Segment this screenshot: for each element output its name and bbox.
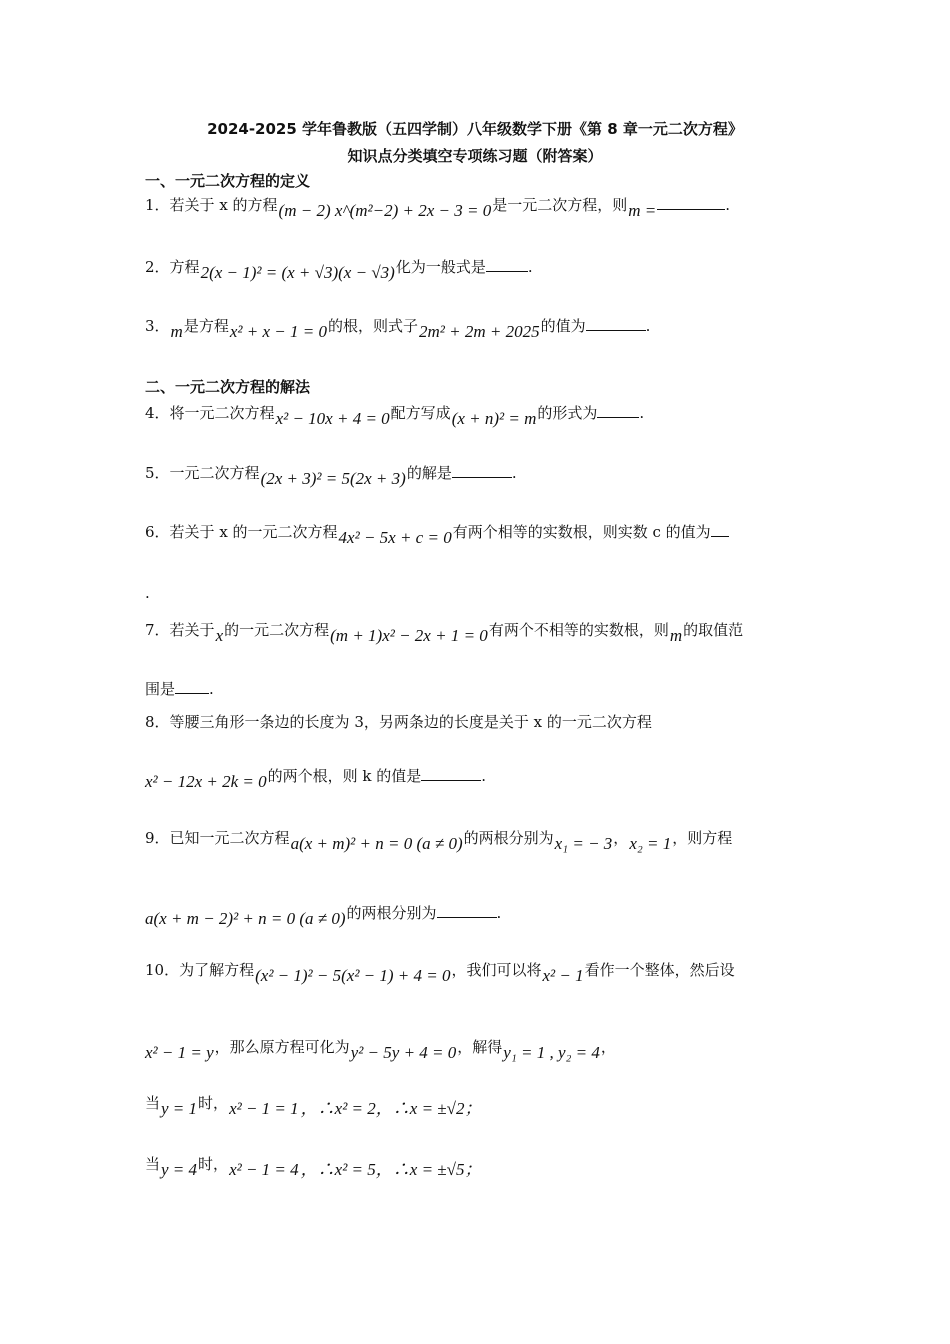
- answer-blank: [586, 316, 646, 331]
- question-9: 9．已知一元二次方程a(x + m)² + n = 0 (a ≠ 0)的两根分别为x₁ = − 3，x₂ = 1，则方程: [145, 829, 733, 853]
- equation: (2x + 3)² = 5(2x + 3): [260, 469, 406, 488]
- equation: x² + x − 1 = 0: [229, 322, 327, 341]
- answer-blank: [421, 766, 481, 781]
- question-3: 3．m是方程x² + x − 1 = 0的根，则式子2m² + 2m + 2025的值为 .: [145, 317, 651, 341]
- question-10-case-2: 当y = 4时，x² − 1 = 4 ，∴x² = 5，∴x = ±√5；: [145, 1155, 482, 1179]
- answer-blank: [597, 403, 639, 418]
- section-heading-definition: 一、一元二次方程的定义: [145, 172, 311, 190]
- question-4: 4．将一元二次方程x² − 10x + 4 = 0配方写成(x + n)² = m的形式为 .: [145, 404, 645, 428]
- question-8: 8．等腰三角形一条边的长度为 3，另两条边的长度是关于 x 的一元二次方程: [145, 713, 652, 731]
- equation: (m − 2) x^(m²−2) + 2x − 3 = 0: [278, 201, 492, 220]
- answer-blank: [657, 195, 725, 210]
- answer-blank: [452, 463, 512, 478]
- answer-blank: [437, 903, 497, 918]
- section-heading-solving: 二、一元二次方程的解法: [145, 378, 311, 396]
- equation: (x² − 1)² − 5(x² − 1) + 4 = 0: [255, 966, 451, 985]
- question-10-case-1: 当y = 1时，x² − 1 = 1 ，∴x² = 2，∴x = ±√2；: [145, 1094, 482, 1118]
- question-8-cont: x² − 12x + 2k = 0的两个根，则 k 的值是 .: [145, 767, 487, 791]
- equation: x² − 10x + 4 = 0: [275, 409, 390, 428]
- equation: a(x + m)² + n = 0 (a ≠ 0): [290, 834, 463, 853]
- question-5: 5．一元二次方程(2x + 3)² = 5(2x + 3)的解是 .: [145, 464, 517, 488]
- question-7: 7．若关于x的一元二次方程(m + 1)x² − 2x + 1 = 0有两个不相等的实数根，则m的取值范: [145, 621, 744, 645]
- equation: a(x + m − 2)² + n = 0 (a ≠ 0): [145, 909, 346, 928]
- equation: (m + 1)x² − 2x + 1 = 0: [330, 626, 488, 645]
- title-line-2: 知识点分类填空专项练习题（附答案）: [347, 147, 603, 165]
- question-2: 2．方程2(x − 1)² = (x + √3)(x − √3)化为一般式是 .: [145, 258, 533, 282]
- answer-blank: [175, 679, 209, 694]
- question-6-end: .: [145, 584, 150, 602]
- equation: 2(x − 1)² = (x + √3)(x − √3): [200, 263, 395, 282]
- title-line-1: 2024-2025 学年鲁教版（五四学制）八年级数学下册《第 8 章一元二次方程》: [207, 120, 743, 138]
- question-7-cont: 围是 .: [145, 680, 214, 698]
- equation: 4x² − 5x + c = 0: [338, 528, 452, 547]
- question-6: 6．若关于 x 的一元二次方程4x² − 5x + c = 0有两个相等的实数根，则实数 c 的值为: [145, 521, 729, 543]
- answer-blank: [486, 257, 528, 272]
- equation: x² − 12x + 2k = 0: [145, 772, 267, 791]
- question-10-substitution: x² − 1 = y，那么原方程可化为y² − 5y + 4 = 0，解得y₁ = 1 , y₂ = 4，: [145, 1038, 616, 1062]
- question-1: 1．若关于 x 的方程(m − 2) x^(m²−2) + 2x − 3 = 0是一元二次方程，则m = .: [145, 196, 731, 220]
- question-9-cont: a(x + m − 2)² + n = 0 (a ≠ 0)的两根分别为 .: [145, 904, 502, 928]
- question-10: 10．为了解方程(x² − 1)² − 5(x² − 1) + 4 = 0，我们可以将x² − 1看作一个整体，然后设: [145, 961, 735, 985]
- answer-blank: [711, 522, 729, 537]
